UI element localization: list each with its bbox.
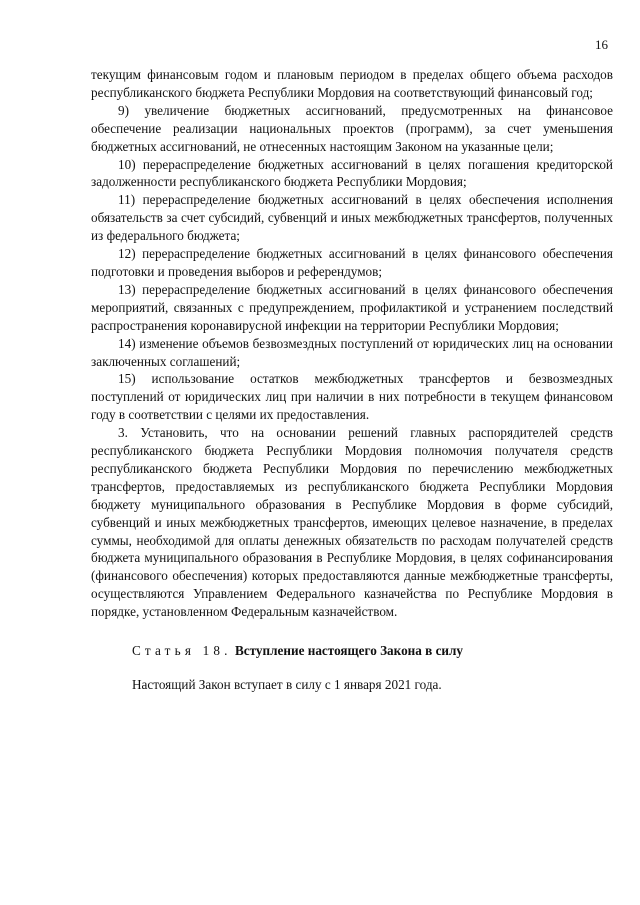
list-item-11: 11) перераспределение бюджетных ассигнований в целях обеспечения исполнения обязательств за счет субсидий, субвенций и иных межбюджетных трансфертов, полученных из федерального бюджета; [91, 192, 613, 244]
page-number: 16 [595, 37, 608, 52]
list-item-13: 13) перераспределение бюджетных ассигнований в целях финансового обеспечения мероприятий, связанных с предупреждением, профилактикой и устранением последствий распространения коронавирусной инфекции на территории Республики Мордовия; [91, 281, 613, 333]
clause-3: 3. Установить, что на основании решений главных распорядителей средств республиканского бюджета Республики Мордовия полномочия получателя средств республиканского бюджета Республики Мордовия по перечислению межбюджетных трансфертов, предоставляемых из республиканского бюджета Республики Мордовия бюджету муниципального образования в Республике Мордовия в форме субсидий, субвенций и иных межбюджетных трансфертов, имеющих целевое назначение, в пределах суммы, необходимой для оплаты денежных обязательств по расходам получателей средств бюджета муниципального образования в Республике Мордовия, в целях софинансирования (финансового обеспечения) которых предоставляются данные межбюджетные трансферты, осуществляются Управлением Федерального казначейства по Республике Мордовия в порядке, установленном Федеральным казначейством. [91, 425, 613, 620]
list-item-9: 9) увеличение бюджетных ассигнований, предусмотренных на финансовое обеспечение реализации национальных проектов (программ), за счет уменьшения бюджетных ассигнований, не отнесенных настоящим Законом на указанные цели; [91, 102, 613, 154]
list-item-15: 15) использование остатков межбюджетных трансфертов и безвозмездных поступлений от юридических лиц при наличии в них потребности в текущем финансовом году в соответствии с целями их предоставления. [91, 371, 613, 423]
closing-statement: Настоящий Закон вступает в силу с 1 января 2021 года. [132, 677, 442, 692]
paragraph-continuation: текущим финансовым годом и плановым периодом в пределах общего объема расходов республиканского бюджета Республики Мордовия на соответствующий финансовый год; [91, 67, 613, 100]
list-item-14: 14) изменение объемов безвозмездных поступлений от юридических лиц на основании заключенных соглашений; [91, 335, 613, 369]
document-body [91, 66, 613, 694]
list-item-10: 10) перераспределение бюджетных ассигнований в целях погашения кредиторской задолженности республиканского бюджета Республики Мордовия; [91, 156, 613, 190]
list-item-12: 12) перераспределение бюджетных ассигнований в целях финансового обеспечения подготовки и проведения выборов и референдумов; [91, 246, 613, 279]
article-heading [91, 642, 613, 660]
article-title: Вступление настоящего Закона в силу [234, 643, 464, 659]
article-label: Статья 18. [132, 643, 232, 659]
